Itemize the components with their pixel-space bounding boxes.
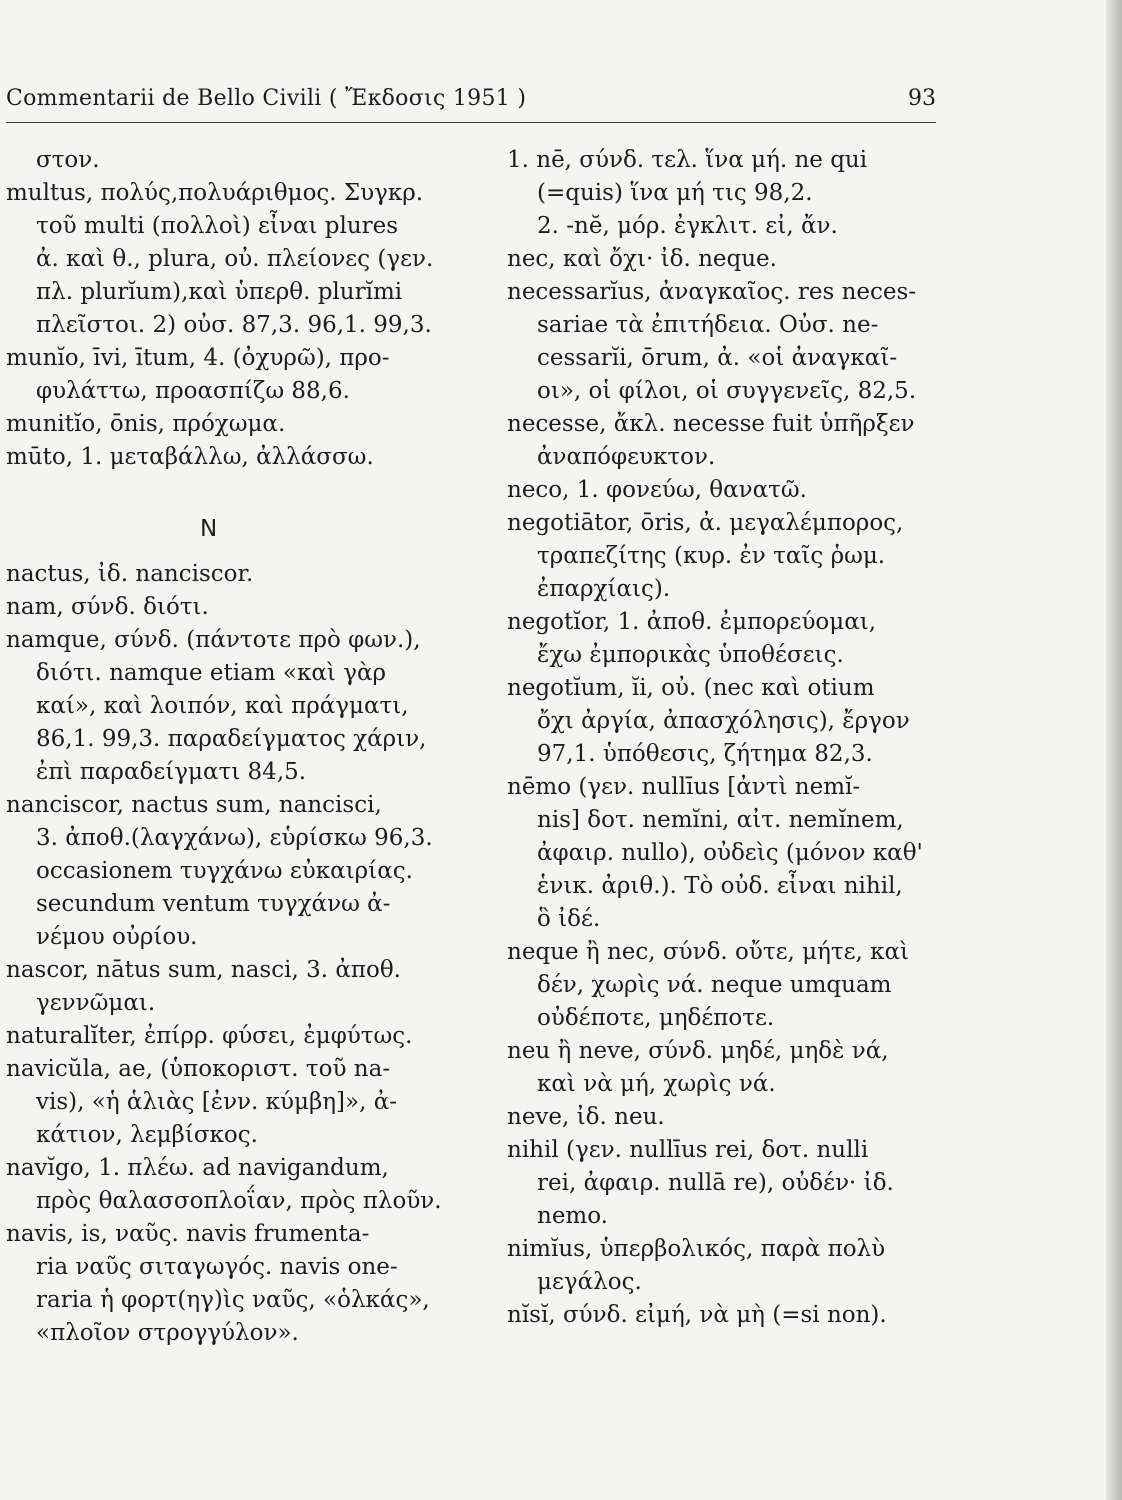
dictionary-line: nimĭus, ὑπερβολικός, παρὰ πολὺ <box>507 1236 886 1262</box>
dictionary-line: neco, 1. φονεύω, θανατῶ. <box>507 477 807 503</box>
dictionary-line: nēmo (γεν. nullīus [ἀντὶ nemĭ- <box>507 774 861 800</box>
dictionary-line: τοῦ multi (πολλοὶ) εἶναι plures <box>36 213 399 239</box>
dictionary-line: negotĭor, 1. ἀποθ. ἐμπορεύομαι, <box>507 609 877 635</box>
dictionary-line: πλ. plurĭum),καὶ ὑπερθ. plurĭmi <box>36 279 403 305</box>
dictionary-line: sariae τὰ ἐπιτήδεια. Οὐσ. ne- <box>537 312 879 338</box>
section-heading-letter: N <box>200 516 218 542</box>
dictionary-line: nĭsĭ, σύνδ. εἰμή, νὰ μὴ (=si non). <box>507 1302 887 1328</box>
page-number: 93 <box>908 86 936 111</box>
dictionary-line: δέν, χωρὶς νά. neque umquam <box>537 972 892 998</box>
dictionary-line: ἑνικ. ἀριθ.). Τὸ οὐδ. εἶναι nihil, <box>537 873 903 899</box>
dictionary-line: πρὸς θαλασσοπλοΐαν, πρὸς πλοῦν. <box>36 1188 442 1214</box>
dictionary-line: στον. <box>36 147 100 173</box>
dictionary-line: nactus, ἰδ. nanciscor. <box>6 561 254 587</box>
dictionary-line: ἀ. καὶ θ., plura, οὐ. πλείονες (γεν. <box>36 246 434 272</box>
dictionary-line: πλεῖστοι. 2) οὐσ. 87,3. 96,1. 99,3. <box>36 312 432 338</box>
dictionary-line: 2. -nĕ, μόρ. ἐγκλιτ. εἰ, ἄν. <box>537 213 838 239</box>
dictionary-line: ἐπαρχίαις). <box>537 576 671 602</box>
dictionary-line: necessarĭus, ἀναγκαῖος. res neces- <box>507 279 917 305</box>
dictionary-line: nanciscor, nactus sum, nancisci, <box>6 792 382 818</box>
dictionary-line: rei, ἀφαιρ. nullā re), οὐδέν· ἰδ. <box>537 1170 894 1196</box>
dictionary-line: καί», καὶ λοιπόν, καὶ πράγματι, <box>36 693 409 719</box>
dictionary-line: multus, πολύς,πολυάριθμος. Συγκρ. <box>6 180 424 206</box>
dictionary-line: nec, καὶ ὄχι· ἰδ. neque. <box>507 246 777 272</box>
dictionary-line: ἀναπόφευκτον. <box>537 444 716 470</box>
dictionary-line: 3. ἀποθ.(λαγχάνω), εὑρίσκω 96,3. <box>36 825 433 851</box>
running-title: Commentarii de Bello Civili ( Ἔκδοσις 1951 ) <box>6 86 527 111</box>
dictionary-line: ὄχι ἀργία, ἀπασχόλησις), ἔργον <box>537 708 910 734</box>
dictionary-line: 97,1. ὑπόθεσις, ζήτημα 82,3. <box>537 741 873 767</box>
dictionary-line: cessarĭi, ōrum, ἀ. «οἱ ἀναγκαῖ- <box>537 345 898 371</box>
dictionary-line: mūto, 1. μεταβάλλω, ἀλλάσσω. <box>6 444 374 470</box>
dictionary-line: νέμου οὐρίου. <box>36 924 198 950</box>
dictionary-line: neu ἢ neve, σύνδ. μηδέ, μηδὲ νά, <box>507 1038 889 1064</box>
dictionary-line: naturalĭter, ἐπίρρ. φύσει, ἐμφύτως. <box>6 1023 413 1049</box>
dictionary-line: navicŭla, ae, (ὑποκοριστ. τοῦ na- <box>6 1056 391 1082</box>
dictionary-line: nis] δοτ. nemĭni, αἰτ. nemĭnem, <box>537 807 904 833</box>
dictionary-line: nihil (γεν. nullīus rei, δοτ. nulli <box>507 1137 869 1163</box>
dictionary-line: οι», οἱ φίλοι, οἱ συγγενεῖς, 82,5. <box>537 378 917 404</box>
dictionary-line: munĭo, īvi, ītum, 4. (ὀχυρῶ), προ- <box>6 345 390 371</box>
dictionary-line: κάτιον, λεμβίσκος. <box>36 1122 258 1148</box>
dictionary-line: necesse, ἄκλ. necesse fuit ὑπῆρξεν <box>507 411 915 437</box>
dictionary-line: γεννῶμαι. <box>36 990 156 1016</box>
dictionary-line: nam, σύνδ. διότι. <box>6 594 209 620</box>
dictionary-line: τραπεζίτης (κυρ. ἐν ταῖς ῥωμ. <box>537 543 886 569</box>
dictionary-line: μεγάλος. <box>537 1269 642 1295</box>
dictionary-line: navis, is, ναῦς. navis frumenta- <box>6 1221 370 1247</box>
dictionary-line: ἀφαιρ. nullo), οὐδεὶς (μόνον καθ' <box>537 840 923 866</box>
running-header <box>6 86 936 123</box>
dictionary-line: negotĭum, ĭi, οὐ. (nec καὶ otium <box>507 675 875 701</box>
dictionary-line: secundum ventum τυγχάνω ἀ- <box>36 891 391 917</box>
dictionary-line: negotiātor, ōris, ἀ. μεγαλέμπορος, <box>507 510 904 536</box>
dictionary-line: ὃ ἰδέ. <box>537 906 601 932</box>
dictionary-line: (=quis) ἵνα μή τις 98,2. <box>537 180 813 206</box>
page-edge-shadow <box>1106 0 1122 1500</box>
dictionary-line: neve, ἰδ. neu. <box>507 1104 665 1130</box>
dictionary-line: οὐδέποτε, μηδέποτε. <box>537 1005 775 1031</box>
dictionary-line: raria ἡ φορτ(ηγ)ὶς ναῦς, «ὁλκάς», <box>36 1287 430 1313</box>
dictionary-line: neque ἢ nec, σύνδ. οὔτε, μήτε, καὶ <box>507 939 910 965</box>
dictionary-line: φυλάττω, προασπίζω 88,6. <box>36 378 350 404</box>
dictionary-line: διότι. namque etiam «καὶ γὰρ <box>36 660 387 686</box>
dictionary-line: 86,1. 99,3. παραδείγματος χάριν, <box>36 726 427 752</box>
dictionary-line: namque, σύνδ. (πάντοτε πρὸ φων.), <box>6 627 421 653</box>
dictionary-line: occasionem τυγχάνω εὐκαιρίας. <box>36 858 413 884</box>
dictionary-line: καὶ νὰ μή, χωρὶς νά. <box>537 1071 776 1097</box>
dictionary-line: nascor, nātus sum, nasci, 3. ἀποθ. <box>6 957 401 983</box>
dictionary-line: ἔχω ἐμπορικὰς ὑποθέσεις. <box>537 642 844 668</box>
dictionary-line: 1. nē, σύνδ. τελ. ἵνα μή. ne qui <box>507 147 868 173</box>
dictionary-line: nemo. <box>537 1203 608 1229</box>
dictionary-line: vis), «ἡ ἁλιὰς [ἐνν. κύμβη]», ἀ- <box>36 1089 398 1115</box>
dictionary-line: navĭgo, 1. πλέω. ad navigandum, <box>6 1155 389 1181</box>
dictionary-line: ἐπὶ παραδείγματι 84,5. <box>36 759 307 785</box>
dictionary-line: ria ναῦς σιταγωγός. navis one- <box>36 1254 398 1280</box>
dictionary-line: «πλοῖον στρογγύλον». <box>36 1320 299 1346</box>
dictionary-line: munitĭo, ōnis, πρόχωμα. <box>6 411 286 437</box>
